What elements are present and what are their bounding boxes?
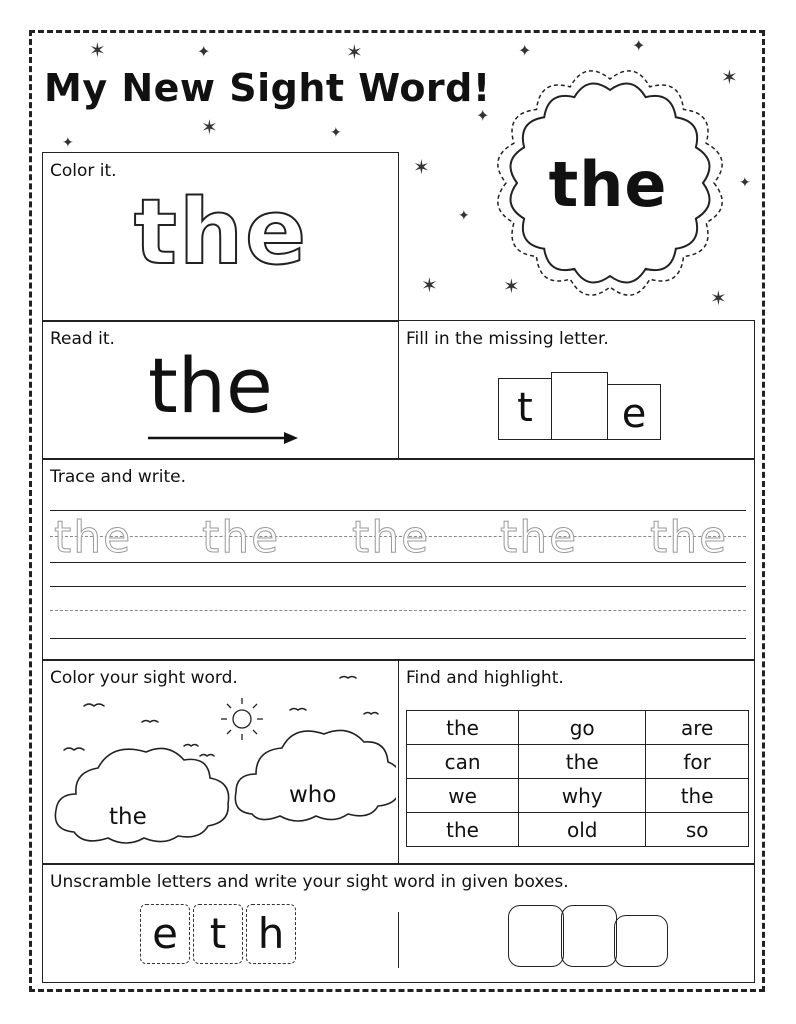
star-icon: ✦ (632, 36, 646, 55)
grid-cell[interactable]: the (519, 745, 646, 779)
star-icon: ✶ (89, 38, 106, 62)
sky-scene-illustration (44, 664, 396, 862)
trace-word[interactable]: the (500, 512, 579, 563)
grid-cell[interactable]: why (519, 779, 646, 813)
star-icon: ✶ (503, 274, 520, 298)
star-icon: ✦ (476, 106, 490, 125)
trace-word[interactable]: the (54, 512, 133, 563)
trace-write-label: Trace and write. (50, 467, 187, 487)
grid-cell[interactable]: can (407, 745, 519, 779)
writing-line-mid-dashed (50, 610, 746, 611)
answer-box-2[interactable] (561, 905, 617, 967)
star-icon: ✶ (421, 273, 438, 297)
scrambled-letter: h (246, 904, 296, 964)
star-icon: ✦ (739, 175, 751, 191)
letter-box-blank[interactable] (551, 372, 608, 440)
fill-missing-label: Fill in the missing letter. (406, 329, 609, 349)
trace-word[interactable]: the (352, 512, 431, 563)
writing-line-top (50, 510, 746, 511)
color-sight-word-label: Color your sight word. (50, 668, 238, 688)
star-icon: ✦ (62, 135, 74, 151)
star-icon: ✶ (413, 155, 430, 179)
sight-word-badge: the (548, 148, 668, 221)
divider-line (398, 912, 399, 968)
grid-cell[interactable]: the (407, 711, 519, 745)
grid-cell[interactable]: go (519, 711, 646, 745)
read-it-label: Read it. (50, 329, 115, 349)
star-icon: ✶ (721, 65, 738, 89)
read-it-word: the (148, 341, 273, 430)
answer-box-1[interactable] (508, 905, 564, 967)
star-icon: ✶ (710, 286, 727, 310)
star-icon: ✦ (197, 42, 211, 61)
worksheet-title: My New Sight Word! (44, 66, 491, 110)
letter-box-1: t (498, 378, 552, 440)
star-icon: ✦ (458, 208, 470, 224)
grid-cell[interactable]: the (646, 779, 749, 813)
color-it-label: Color it. (50, 161, 117, 181)
find-highlight-label: Find and highlight. (406, 668, 564, 688)
scrambled-letter: e (140, 904, 190, 964)
grid-cell[interactable]: so (646, 813, 749, 847)
star-icon: ✶ (201, 115, 218, 139)
scrambled-letter: t (193, 904, 243, 964)
cloud-word-left[interactable]: the (109, 804, 147, 830)
grid-cell[interactable]: we (407, 779, 519, 813)
word-search-grid (406, 710, 749, 847)
bubble-letters-word[interactable]: the (133, 180, 309, 285)
trace-word[interactable]: the (202, 512, 281, 563)
letter-box-3: e (607, 384, 661, 440)
star-icon: ✦ (518, 41, 532, 60)
reading-arrow-icon (148, 430, 300, 446)
writing-line-top (50, 586, 746, 587)
answer-box-3[interactable] (614, 915, 668, 967)
star-icon: ✶ (346, 40, 363, 64)
grid-cell[interactable]: for (646, 745, 749, 779)
cloud-word-right[interactable]: who (289, 782, 337, 808)
grid-cell[interactable]: the (407, 813, 519, 847)
trace-word[interactable]: the (650, 512, 729, 563)
writing-line-base (50, 638, 746, 639)
grid-cell[interactable]: old (519, 813, 646, 847)
star-icon: ✦ (330, 125, 342, 141)
unscramble-label: Unscramble letters and write your sight word in given boxes. (50, 872, 569, 892)
grid-cell[interactable]: are (646, 711, 749, 745)
